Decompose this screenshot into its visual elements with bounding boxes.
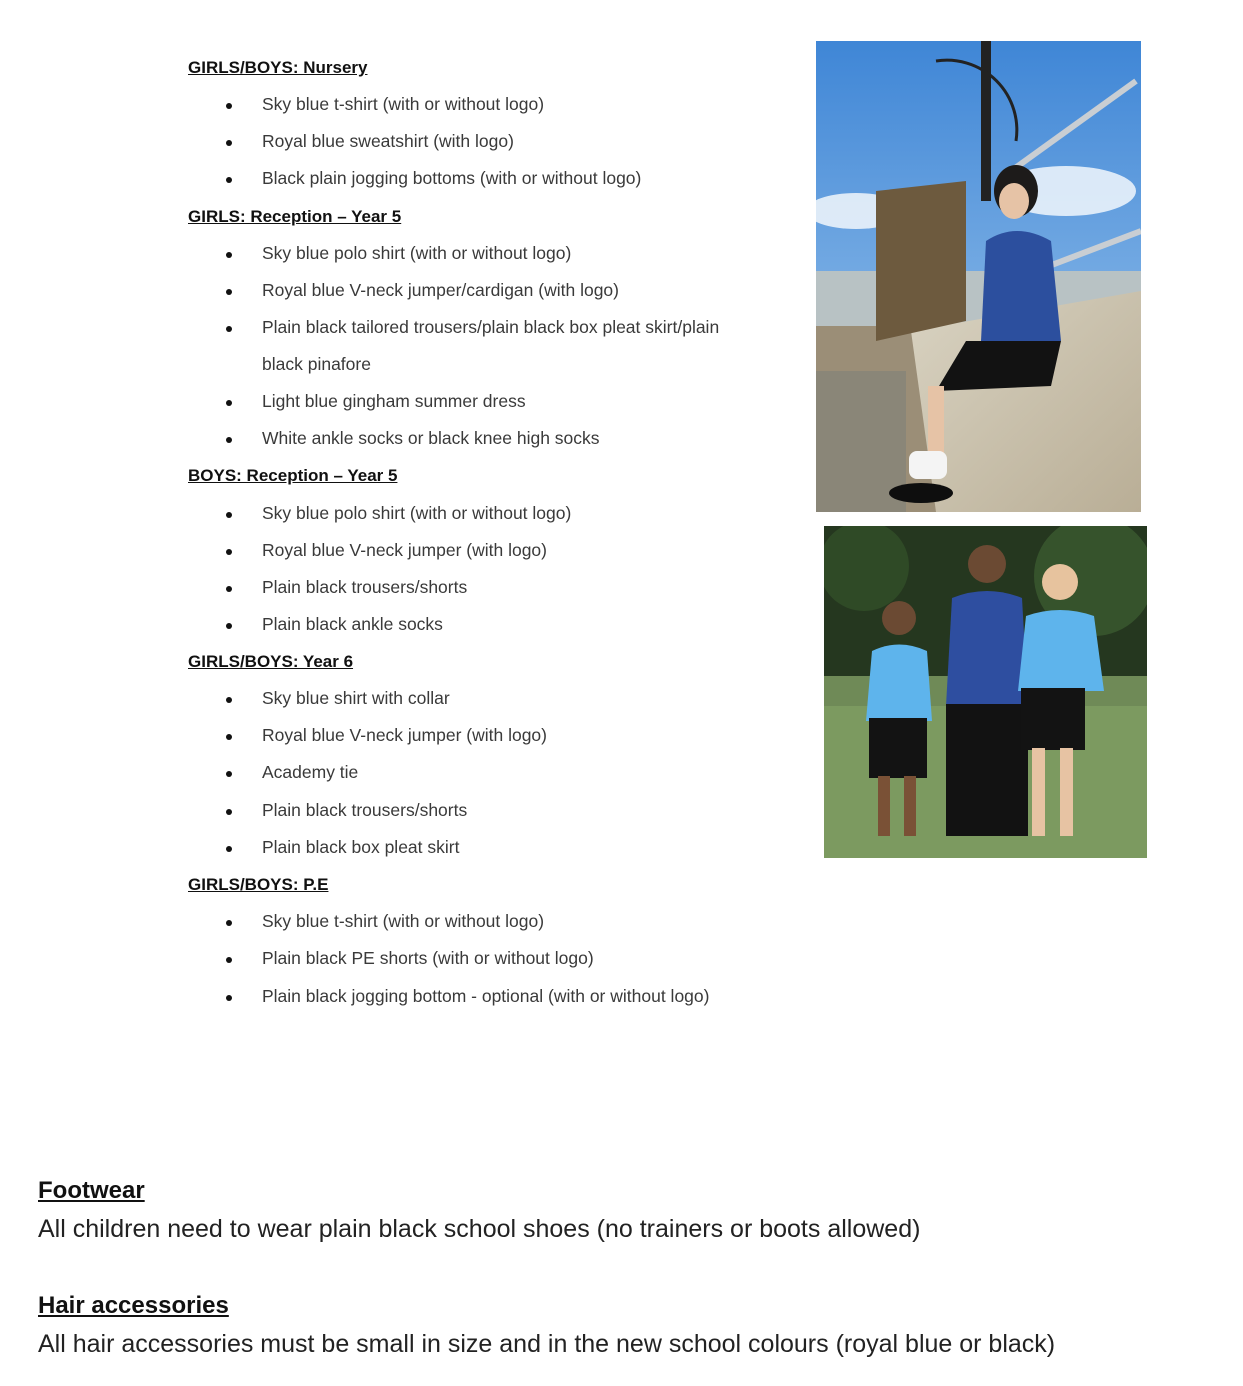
- list-item-text: Academy tie: [262, 762, 359, 782]
- bullet-icon: [226, 771, 232, 777]
- bullet-icon: [226, 846, 232, 852]
- section-title-year-6: GIRLS/BOYS: Year 6: [188, 652, 354, 671]
- list-item-text: Plain black box pleat skirt: [262, 837, 460, 857]
- section-title-girls-reception: GIRLS: Reception – Year 5: [188, 207, 402, 226]
- list-item-text: Sky blue t-shirt (with or without logo): [262, 94, 545, 114]
- bullet-icon: [226, 957, 232, 963]
- bullet-icon: [226, 252, 232, 258]
- list-item-text: White ankle socks or black knee high socks: [262, 428, 600, 448]
- bullet-icon: [226, 140, 232, 146]
- list-item-text: Plain black jogging bottom - optional (with or without logo): [262, 986, 710, 1006]
- footwear-text: All children need to wear plain black school shoes (no trainers or boots allowed): [38, 1215, 921, 1243]
- section-title-pe: GIRLS/BOYS: P.E: [188, 875, 329, 894]
- bullet-icon: [226, 326, 232, 332]
- list-item-text: Plain black trousers/shorts: [262, 800, 468, 820]
- bullet-icon: [226, 734, 232, 740]
- bullet-icon: [226, 623, 232, 629]
- bullet-icon: [226, 586, 232, 592]
- bullet-icon: [226, 289, 232, 295]
- hair-accessories-heading: Hair accessories: [38, 1292, 229, 1319]
- bullet-icon: [226, 549, 232, 555]
- list-item-text: Black plain jogging bottoms (with or without logo): [262, 168, 642, 188]
- list-item-text: Plain black PE shorts (with or without logo): [262, 948, 594, 968]
- list-item-text: Royal blue V-neck jumper (with logo): [262, 540, 547, 560]
- list-item-text: Royal blue V-neck jumper (with logo): [262, 725, 547, 745]
- section-title-nursery: GIRLS/BOYS: Nursery: [188, 58, 368, 77]
- list-item-text: Royal blue sweatshirt (with logo): [262, 131, 514, 151]
- bullet-icon: [226, 437, 232, 443]
- bullet-icon: [226, 177, 232, 183]
- photo-children-in-uniform: [824, 526, 1147, 858]
- list-item-text: Sky blue polo shirt (with or without logo): [262, 503, 572, 523]
- list-item-text: black pinafore: [262, 354, 371, 374]
- bullet-icon: [226, 512, 232, 518]
- list-item-text: Plain black trousers/shorts: [262, 577, 468, 597]
- list-item-text: Plain black tailored trousers/plain black box pleat skirt/plain: [262, 317, 720, 337]
- section-title-boys-reception: BOYS: Reception – Year 5: [188, 466, 398, 485]
- photo-girl-on-seawall: [816, 41, 1141, 512]
- bullet-icon: [226, 400, 232, 406]
- list-item-text: Royal blue V-neck jumper/cardigan (with logo): [262, 280, 619, 300]
- bullet-icon: [226, 995, 232, 1001]
- bullet-icon: [226, 809, 232, 815]
- bullet-icon: [226, 103, 232, 109]
- footwear-heading: Footwear: [38, 1177, 145, 1204]
- list-item-text: Plain black ankle socks: [262, 614, 443, 634]
- list-item-text: Light blue gingham summer dress: [262, 391, 526, 411]
- hair-accessories-text: All hair accessories must be small in size and in the new school colours (royal blue or black): [38, 1330, 1056, 1358]
- list-item-text: Sky blue shirt with collar: [262, 688, 450, 708]
- list-item-text: Sky blue polo shirt (with or without logo): [262, 243, 572, 263]
- bullet-icon: [226, 920, 232, 926]
- bullet-icon: [226, 697, 232, 703]
- list-item-text: Sky blue t-shirt (with or without logo): [262, 911, 545, 931]
